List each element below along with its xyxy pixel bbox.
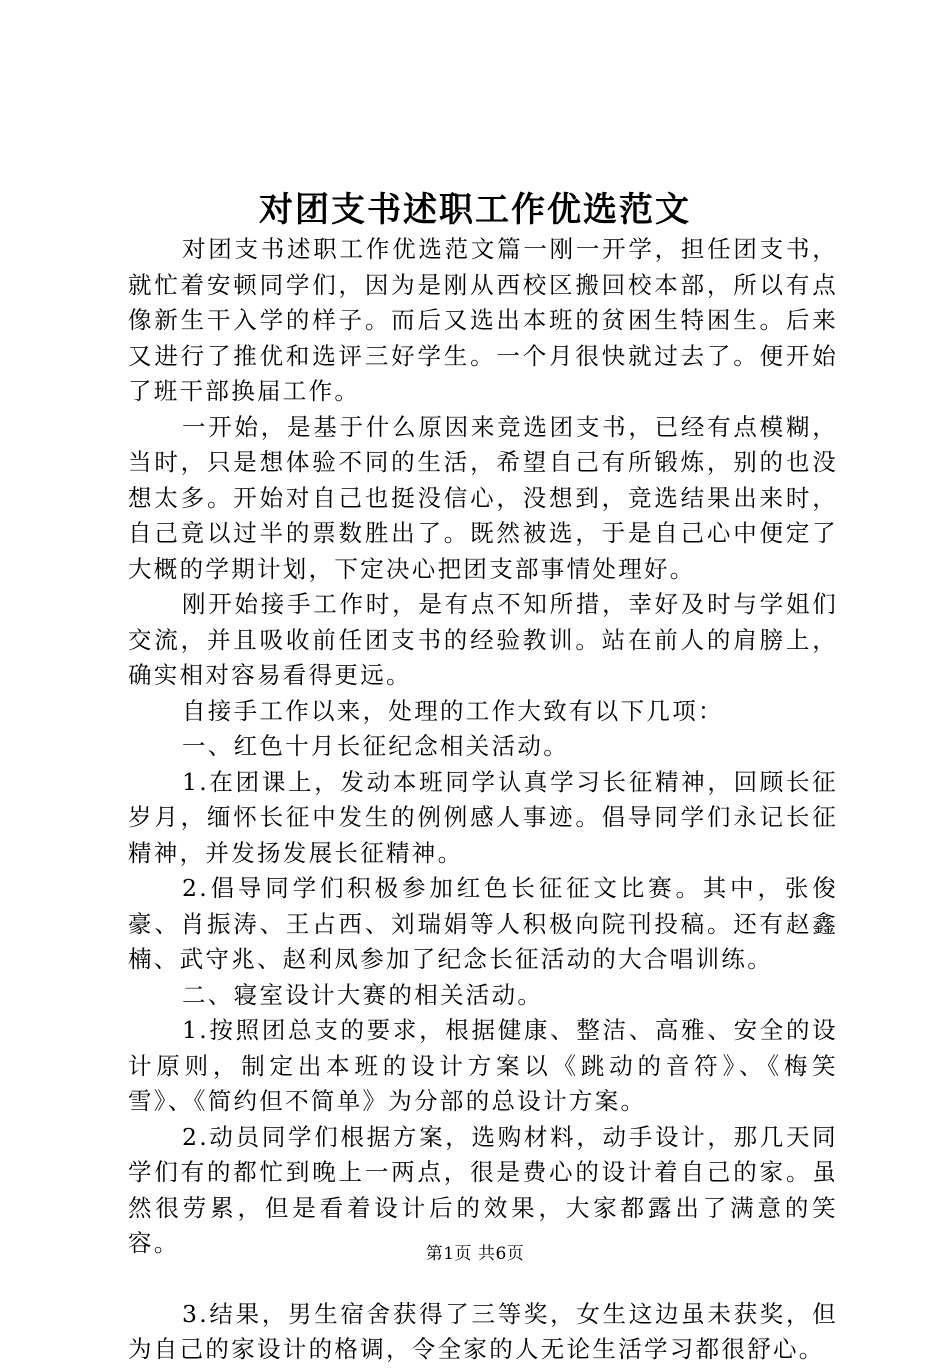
paragraph-start-work: 刚开始接手工作时，是有点不知所措，幸好及时与学姐们交流，并且吸收前任团支书的经验教训。站在前人的肩膀上，确实相对容易看得更远。	[128, 590, 838, 689]
document-body	[128, 232, 838, 1368]
section-heading-2: 二、寝室设计大赛的相关活动。	[182, 980, 544, 1009]
section-heading-1: 一、红色十月长征纪念相关活动。	[182, 732, 569, 760]
paragraph-work-list-intro: 自接手工作以来，处理的工作大致有以下几项：	[182, 696, 724, 725]
list-item-1-1: 1.在团课上，发动本班同学认真学习长征精神，回顾长征岁月，缅怀长征中发生的例例感人事迹。倡导同学们永记长征精神，并发扬发展长征精神。	[128, 767, 838, 867]
list-item-2-1: 1.按照团总支的要求，根据健康、整洁、高雅、安全的设计原则，制定出本班的设计方案以《跳动的音符》、《梅笑雪》、《简约但不简单》为分部的总设计方案。	[128, 1016, 838, 1115]
paragraph-election: 一开始，是基于什么原因来竞选团支书，已经有点模糊，当时，只是想体验不同的生活，希望自己有所锻炼，别的也没想太多。开始对自己也挺没信心，没想到，竞选结果出来时，自己竟以过半的票数胜出了。既然被选，于是自己心中便定了大概的学期计划，下定决心把团支部事情处理好。	[128, 412, 838, 583]
document-title: 对团支书述职工作优选范文	[259, 190, 691, 230]
paragraph-intro: 对团支书述职工作优选范文篇一刚一开学，担任团支书，就忙着安顿同学们，因为是刚从西校区搬回校本部，所以有点像新生干入学的样子。而后又选出本班的贫困生特困生。后来又进行了推优和选评三好学生。一个月很快就过去了。便开始了班干部换届工作。	[128, 235, 838, 405]
list-item-1-2: 2.倡导同学们积极参加红色长征征文比赛。其中，张俊豪、肖振涛、王占西、刘瑞娟等人积极向院刊投稿。还有赵鑫楠、武守兆、赵利凤参加了纪念长征活动的大合唱训练。	[128, 874, 838, 973]
page-footer: 第1页 共6页	[425, 1244, 525, 1264]
list-item-2-2: 2.动员同学们根据方案，选购材料，动手设计，那几天同学们有的都忙到晚上一两点，很是费心的设计着自己的家。虽然很劳累，但是看着设计后的效果，大家都露出了满意的笑容。	[128, 1122, 838, 1257]
list-item-2-3: 3.结果，男生宿舍获得了三等奖，女生这边虽未获奖，但为自己的家设计的格调，令全家的人无论生活学习都很舒心。	[128, 1299, 838, 1363]
